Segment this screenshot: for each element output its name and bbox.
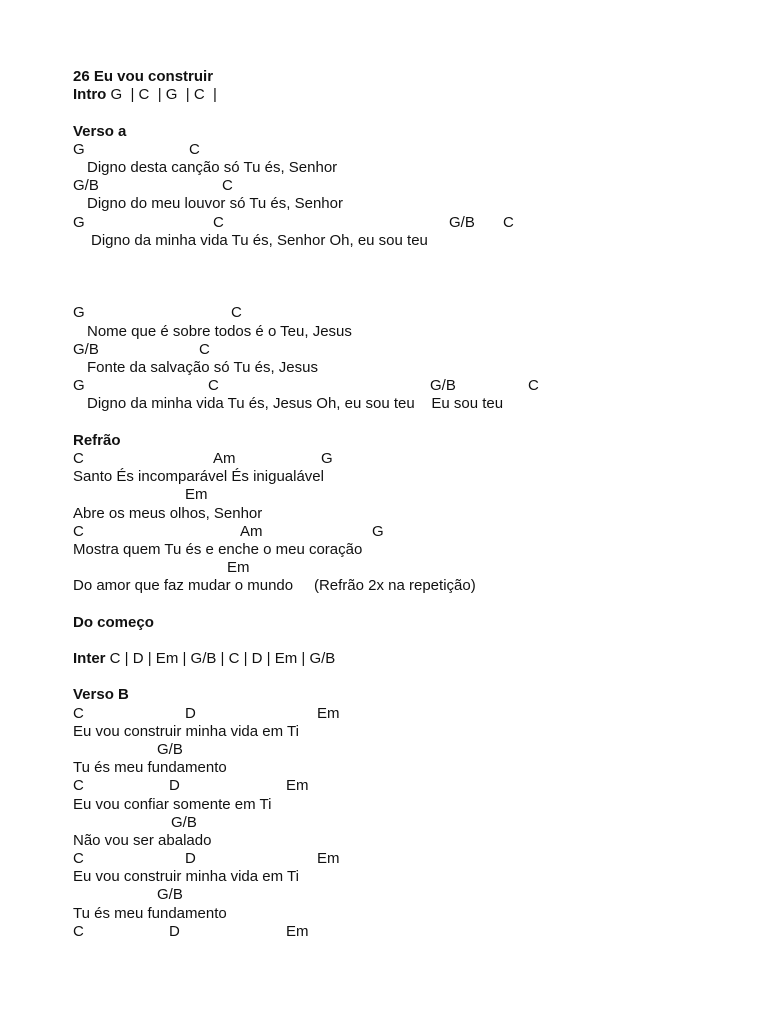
chord: D (185, 850, 196, 868)
chord: C (73, 522, 84, 540)
lyric-text: Tu és meu fundamento (73, 759, 227, 777)
lyric-line (73, 468, 753, 486)
chord: G/B (157, 886, 183, 904)
chord: G (73, 213, 85, 231)
chord: D (169, 922, 180, 940)
chord: Em (286, 777, 309, 795)
chord-line (73, 214, 753, 232)
blank-line (73, 414, 753, 432)
inter-label: Inter (73, 650, 106, 668)
chord: C (73, 777, 84, 795)
chord: C (208, 377, 219, 395)
chord: G/B (449, 213, 475, 231)
chord: G/B (171, 813, 197, 831)
section-body (73, 450, 753, 596)
chord: G (73, 140, 85, 158)
lyric-line (73, 759, 753, 777)
chord: C (222, 177, 233, 195)
section-heading: Refrão (73, 431, 121, 449)
chord: Am (213, 449, 236, 467)
lyric-text: Digno da minha vida Tu és, Senhor Oh, eu sou teu (91, 231, 428, 249)
blank-line (73, 595, 753, 613)
lyric-text: Abre os meus olhos, Senhor (73, 504, 263, 522)
chord-line (73, 177, 753, 195)
chord: C (73, 704, 84, 722)
lyric-text: Mostra quem Tu és e enche o meu coração (73, 540, 363, 558)
intro-chords: G | C | G | C | (106, 86, 217, 104)
chord-line (73, 523, 753, 541)
section-heading: Verso B (73, 686, 129, 704)
lyric-line (73, 905, 753, 923)
chord: G (73, 377, 85, 395)
chord: G (372, 522, 384, 540)
chord: Am (240, 522, 263, 540)
lyric-text: Eu vou construir minha vida em Ti (73, 722, 299, 740)
chord-line (73, 559, 753, 577)
lyric-line (73, 505, 753, 523)
chord-line (73, 923, 753, 941)
chord: Em (227, 559, 250, 577)
chord-sheet (73, 68, 753, 941)
song-title: 26 Eu vou construir (73, 68, 214, 85)
lyric-text: Do amor que faz mudar o mundo (Refrão 2x na repetição) (73, 577, 476, 595)
lyric-line (73, 195, 753, 213)
lyric-text: Nome que é sobre todos é o Teu, Jesus (87, 322, 352, 340)
chord-line (73, 886, 753, 904)
lyric-text: Digno desta canção só Tu és, Senhor (87, 158, 338, 176)
chord-line (73, 741, 753, 759)
lyric-text: Santo És incomparável És inigualável (73, 468, 324, 486)
lyric-text: Tu és meu fundamento (73, 904, 227, 922)
chord: Em (185, 486, 208, 504)
lyric-text: Digno da minha vida Tu és, Jesus Oh, eu sou teu Eu sou teu (87, 395, 504, 413)
chord-line (73, 141, 753, 159)
blank-line (73, 632, 753, 650)
chord-line (73, 850, 753, 868)
lyric-line (73, 577, 753, 595)
chord: C (231, 304, 242, 322)
chord: D (169, 777, 180, 795)
lyric-line (73, 541, 753, 559)
section-body (73, 141, 753, 250)
chord: C (73, 850, 84, 868)
lyric-line (73, 868, 753, 886)
section-body (73, 304, 753, 413)
section-body (73, 705, 753, 941)
lyric-line (73, 323, 753, 341)
lyric-line (73, 232, 753, 250)
chord: C (503, 213, 514, 231)
chord-line (73, 450, 753, 468)
section-heading: Verso a (73, 122, 127, 140)
chord: D (185, 704, 196, 722)
chord: Em (317, 850, 340, 868)
chord: G/B (73, 340, 99, 358)
section-heading: Do começo (73, 613, 154, 631)
lyric-text: Fonte da salvação só Tu és, Jesus (87, 359, 318, 377)
chord-line (73, 705, 753, 723)
chord: Em (317, 704, 340, 722)
lyric-line (73, 159, 753, 177)
chord-line (73, 377, 753, 395)
lyric-text: Eu vou construir minha vida em Ti (73, 868, 299, 886)
lyric-text: Não vou ser abalado (73, 831, 212, 849)
chord-line (73, 777, 753, 795)
inter-line (73, 650, 753, 668)
lyric-text: Eu vou confiar somente em Ti (73, 795, 272, 813)
inter-chords: C | D | Em | G/B | C | D | Em | G/B (105, 650, 336, 668)
lyric-text: Digno do meu louvor só Tu és, Senhor (87, 195, 343, 213)
lyric-line (73, 395, 753, 413)
chord-line (73, 814, 753, 832)
chord: C (73, 922, 84, 940)
lyric-line (73, 723, 753, 741)
chord: C (73, 449, 84, 467)
lyric-line (73, 832, 753, 850)
chord: G (321, 449, 333, 467)
blank-line (73, 250, 753, 286)
lyric-line (73, 796, 753, 814)
chord: C (213, 213, 224, 231)
chord: G/B (430, 377, 456, 395)
chord: C (528, 377, 539, 395)
chord: G/B (157, 740, 183, 758)
blank-line (73, 668, 753, 686)
chord-line (73, 304, 753, 322)
lyric-line (73, 359, 753, 377)
blank-line (73, 286, 753, 304)
chord: G/B (73, 177, 99, 195)
chord-line (73, 341, 753, 359)
chord: G (73, 304, 85, 322)
chord: C (199, 340, 210, 358)
intro-line (73, 86, 753, 104)
chord-line (73, 486, 753, 504)
chord: Em (286, 922, 309, 940)
blank-line (73, 104, 753, 122)
chord: C (189, 140, 200, 158)
intro-label: Intro (73, 86, 107, 104)
